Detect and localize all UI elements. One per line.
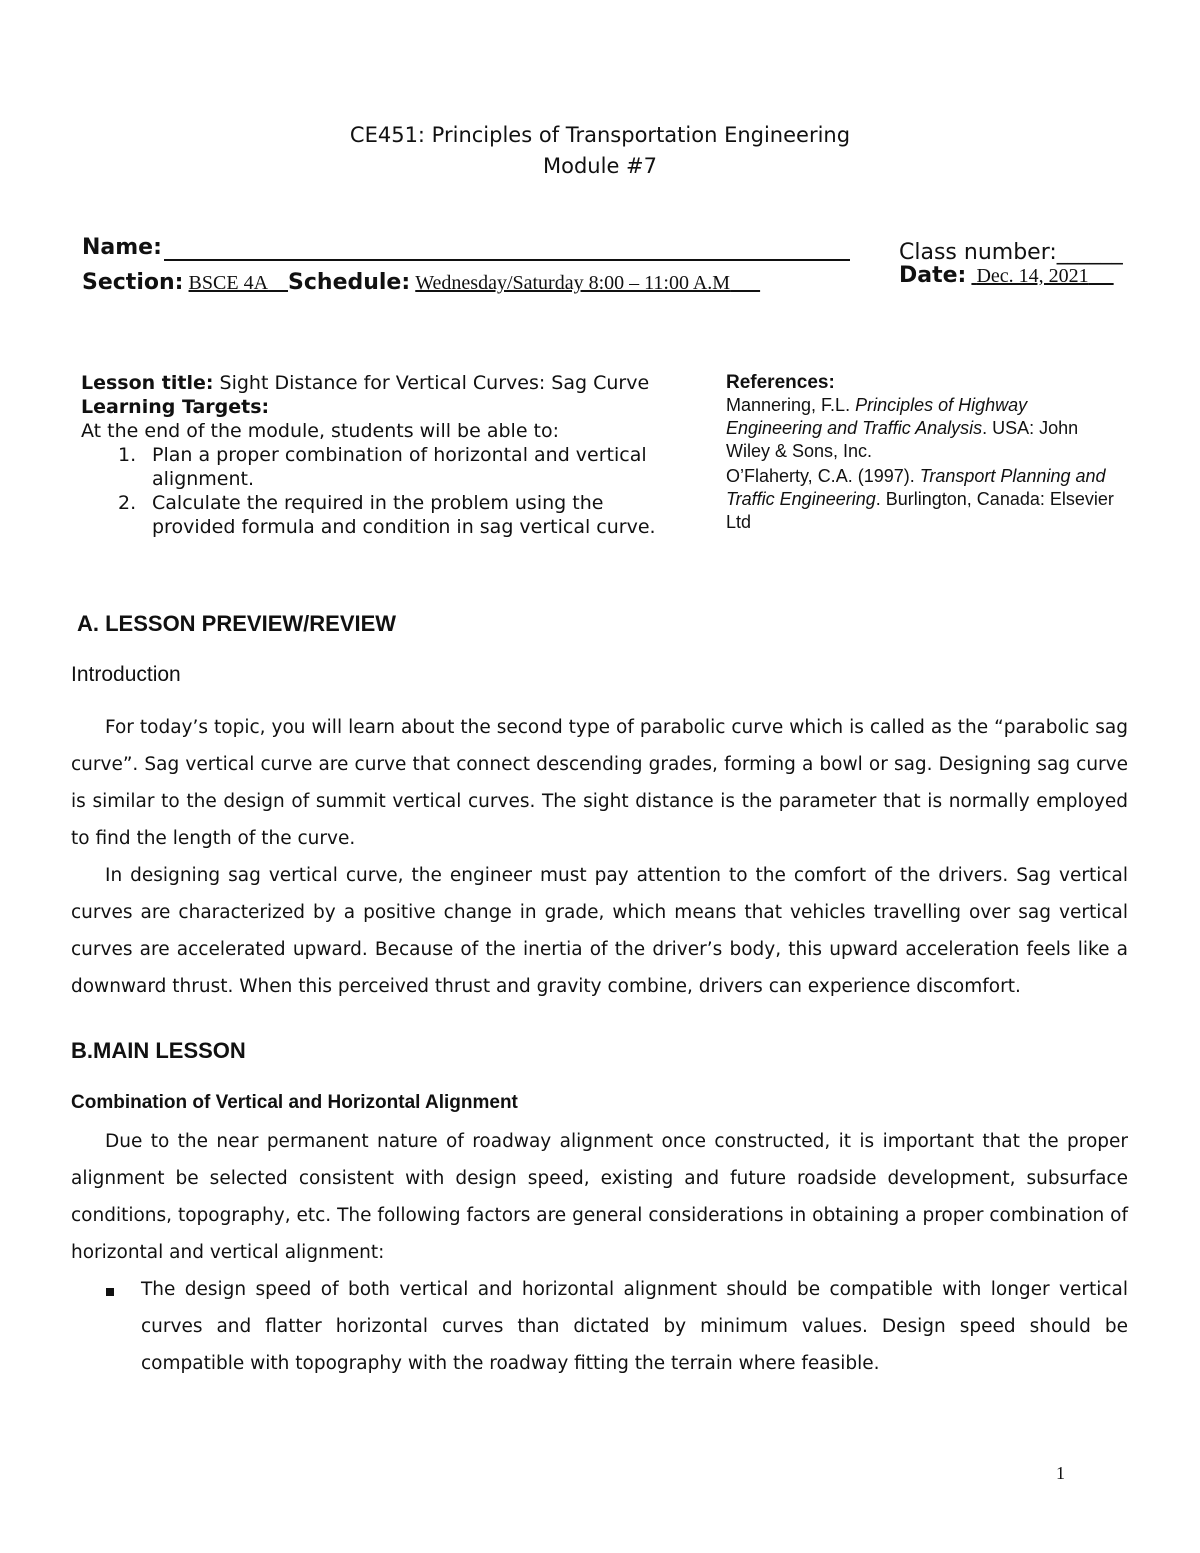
learning-target-item: 1. Plan a proper combination of horizontal and vertical alignment. (118, 444, 647, 490)
class-number-label: Class number:______ (899, 240, 1123, 265)
bullet-item: The design speed of both vertical and horizontal alignment should be compatible with longer vertical curves and flatter horizontal curves than dictated by minimum values. Design speed should be compatible with topography with the roadway fitting the terrain where feasible. (141, 1279, 1128, 1374)
date-value: Dec. 14, 2021 (976, 265, 1089, 287)
learning-target-item: 2. Calculate the required in the problem using the provided formula and condition in sag vertical curve. (118, 492, 656, 538)
name-field-line (164, 259, 850, 261)
date-label: Date: (899, 263, 967, 288)
bullet-square-icon (106, 1288, 114, 1296)
section-value: BSCE 4A (188, 272, 269, 294)
references-label: References: (726, 372, 835, 393)
course-title: CE451: Principles of Transportation Engineering (349, 123, 851, 147)
lesson-info (81, 371, 681, 539)
lesson-title: Lesson title: Sight Distance for Vertical Curves: Sag Curve (81, 372, 650, 394)
main-lesson-body (71, 1123, 1128, 1271)
reference-item: Mannering, F.L. Principles of Highway Engineering and Traffic Analysis. USA: John Wiley & Sons, Inc. (726, 395, 1079, 461)
section-label: Section: (82, 270, 184, 295)
introduction-body (71, 709, 1128, 1005)
section-schedule-row (82, 270, 760, 295)
schedule-value: Wednesday/Saturday 8:00 – 11:00 A.M (415, 272, 731, 294)
date-row (899, 263, 1114, 288)
alignment-subheading: Combination of Vertical and Horizontal Alignment (71, 1092, 518, 1113)
name-label: Name: (82, 235, 162, 260)
learning-targets-label: Learning Targets: (81, 396, 270, 418)
paragraph: Due to the near permanent nature of roadway alignment once constructed, it is important that the proper alignment be selected consistent with design speed, existing and future roadside development, subsurface conditions, topography, etc. The following factors are general considerations in obtaining a proper combination of horizontal and vertical alignment: (71, 1131, 1128, 1263)
learning-targets-intro: At the end of the module, students will be able to: (81, 420, 560, 442)
paragraph: For today’s topic, you will learn about the second type of parabolic curve which is called as the “parabolic sag curve”. Sag vertical curve are curve that connect descending grades, forming a bowl or sag. Designing sag curve is similar to the design of summit vertical curves. The sight distance is the parameter that is normally employed to find the length of the curve. (71, 717, 1128, 849)
paragraph: In designing sag vertical curve, the engineer must pay attention to the comfort of the drivers. Sag vertical curves are characterized by a positive change in grade, which means that vehicles travelling over sag vertical curves are accelerated upward. Because of the inertia of the driver’s body, this upward acceleration feels like a downward thrust. When this perceived thrust and gravity combine, drivers can experience discomfort. (71, 865, 1128, 997)
page-number: 1 (1056, 1463, 1065, 1483)
reference-item: O’Flaherty, C.A. (1997). Transport Planning and Traffic Engineering. Burlington, Canada: Elsevier Ltd (726, 466, 1114, 532)
references (726, 371, 1126, 534)
module-number: Module #7 (543, 154, 657, 178)
section-a-heading: A. LESSON PREVIEW/REVIEW (77, 611, 397, 636)
section-b-heading: B.MAIN LESSON (71, 1038, 246, 1063)
schedule-label: Schedule: (288, 270, 411, 295)
introduction-heading: Introduction (71, 663, 181, 686)
